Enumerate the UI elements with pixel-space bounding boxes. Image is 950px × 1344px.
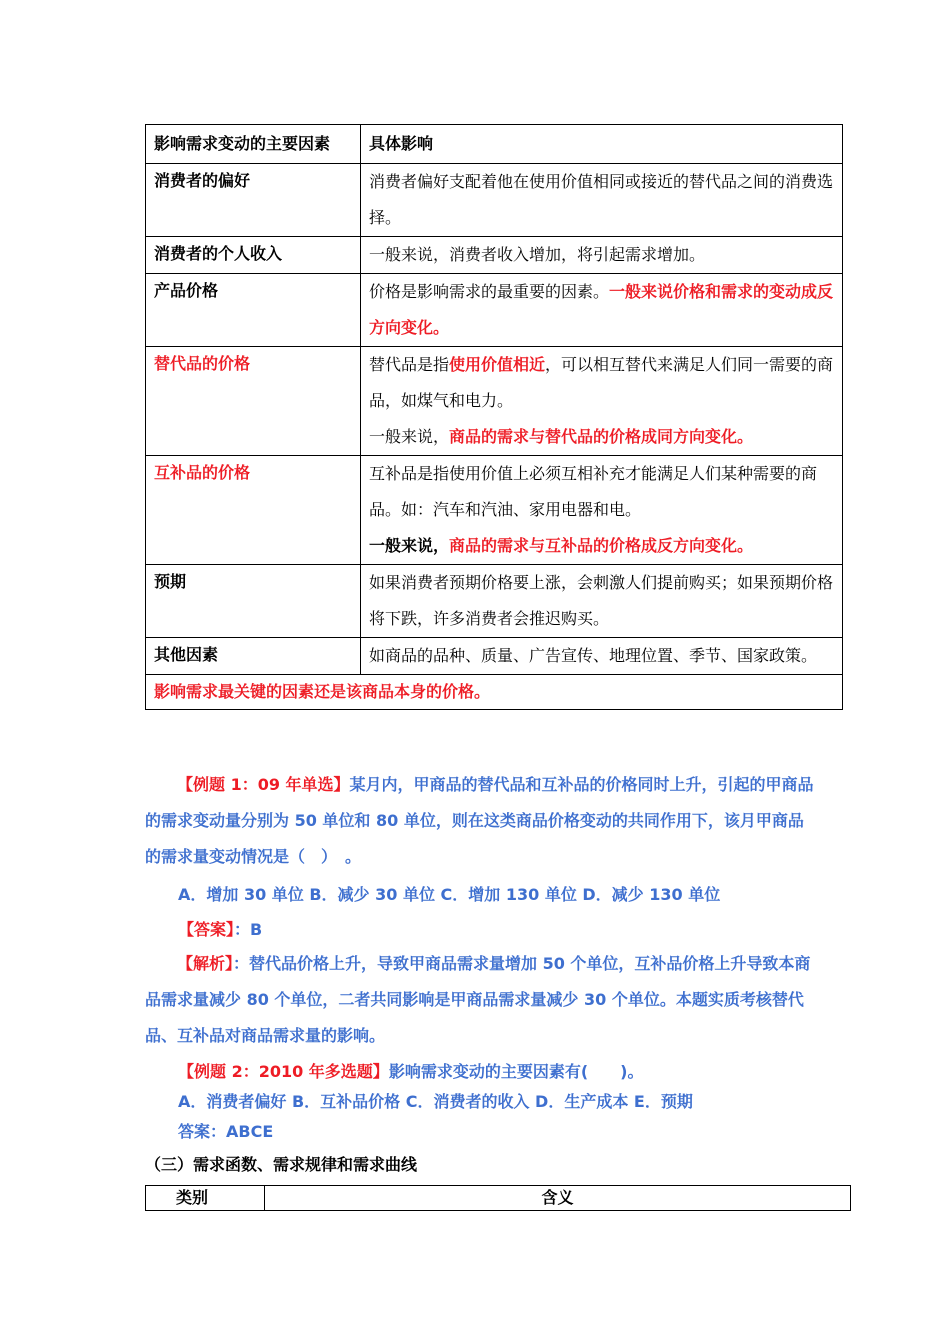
effect-text: ，可以相互替代来满足人们同一需要的商品，如煤气和电力。 [369,355,834,410]
table-row [146,164,843,237]
factor-label: 替代品的价格 [146,347,361,456]
factor-label: 互补品的价格 [146,456,361,565]
effect-paragraph [369,347,834,419]
effect-text: 替代品是指 [369,355,450,374]
example1-answer [178,919,262,941]
example2-question [178,1061,643,1083]
factor-effect [361,274,843,347]
table-row [146,274,843,347]
effect-highlight: 商品的需求与替代品的价格成同方向变化。 [449,427,754,446]
header-effect: 具体影响 [361,125,843,164]
factor-label: 消费者的偏好 [146,164,361,237]
header-category: 类别 [146,1186,265,1211]
example2-options: A．消费者偏好 B．互补品价格 C．消费者的收入 D．生产成本 E．预期 [178,1092,693,1111]
factor-effect: 一般来说，消费者收入增加，将引起需求增加。 [361,237,843,274]
factor-effect [361,347,843,456]
factor-label: 预期 [146,565,361,638]
example1-tag: 【例题 1：09 年单选】 [177,775,350,794]
effect-text: 一般来说， [369,427,450,446]
demand-definition-table [145,1185,851,1211]
summary-text: 影响需求最关键的因素还是该商品本身的价格。 [146,675,843,710]
table-header-row [146,1186,851,1211]
factor-effect [361,456,843,565]
factor-label: 产品价格 [146,274,361,347]
demand-factors-table [145,124,843,710]
table-row [146,638,843,675]
table-row [146,237,843,274]
answer-text: ：B [234,920,263,939]
effect-highlight: 一般来说价格和需求的变动成反方向变化。 [369,282,834,337]
effect-paragraph: 互补品是指使用价值上必须互相补充才能满足人们某种需要的商品。如：汽车和汽油、家用电器和电。 [369,464,818,519]
header-meaning: 含义 [265,1186,851,1211]
table-row [146,565,843,638]
example2-answer: 答案：ABCE [178,1122,274,1141]
analysis-text: ：替代品价格上升，导致甲商品需求量增加 50 个单位，互补品价格上升导致本商品需求量减少 80 个单位，二者共同影响是甲商品需求量减少 30 个单位。本题实质考核替代品、互补品对商品需求量的影响。 [145,954,811,1045]
effect-highlight: 使用价值相近 [449,355,546,374]
effect-paragraph [369,419,834,455]
answer-tag: 【答案】 [178,920,235,939]
example2-question-text: 影响需求变动的主要因素有( )。 [388,1062,644,1081]
header-factor: 影响需求变动的主要因素 [146,125,361,164]
effect-paragraph [369,528,834,564]
factor-effect: 如商品的品种、质量、广告宣传、地理位置、季节、国家政策。 [361,638,843,675]
example1-question-text: 某月内，甲商品的替代品和互补品的价格同时上升，引起的甲商品的需求变动量分别为 50 单位和 80 单位，则在这类商品价格变动的共同作用下，该月甲商品的需求量变动情况是（ ） 。 [145,775,814,866]
factor-effect: 如果消费者预期价格要上涨，会刺激人们提前购买；如果预期价格将下跌，许多消费者会推迟购买。 [361,565,843,638]
example1-options: A．增加 30 单位 B．减少 30 单位 C．增加 130 单位 D．减少 130 单位 [178,885,721,904]
effect-text: 价格是影响需求的最重要的因素。 [369,282,610,301]
factor-effect: 消费者偏好支配着他在使用价值相同或接近的替代品之间的消费选择。 [361,164,843,237]
effect-highlight: 商品的需求与互补品的价格成反方向变化。 [449,536,754,555]
factor-label: 其他因素 [146,638,361,675]
effect-bold: 一般来说， [369,536,450,555]
example1-analysis [145,946,815,1054]
factor-label: 消费者的个人收入 [146,237,361,274]
section-title: （三）需求函数、需求规律和需求曲线 [145,1155,418,1174]
table-row [146,347,843,456]
analysis-tag: 【解析】 [177,954,234,973]
table-header-row [146,125,843,164]
summary-row [146,675,843,710]
example2-tag: 【例题 2：2010 年多选题】 [178,1062,389,1081]
table-row [146,456,843,565]
example1-question [145,767,815,875]
